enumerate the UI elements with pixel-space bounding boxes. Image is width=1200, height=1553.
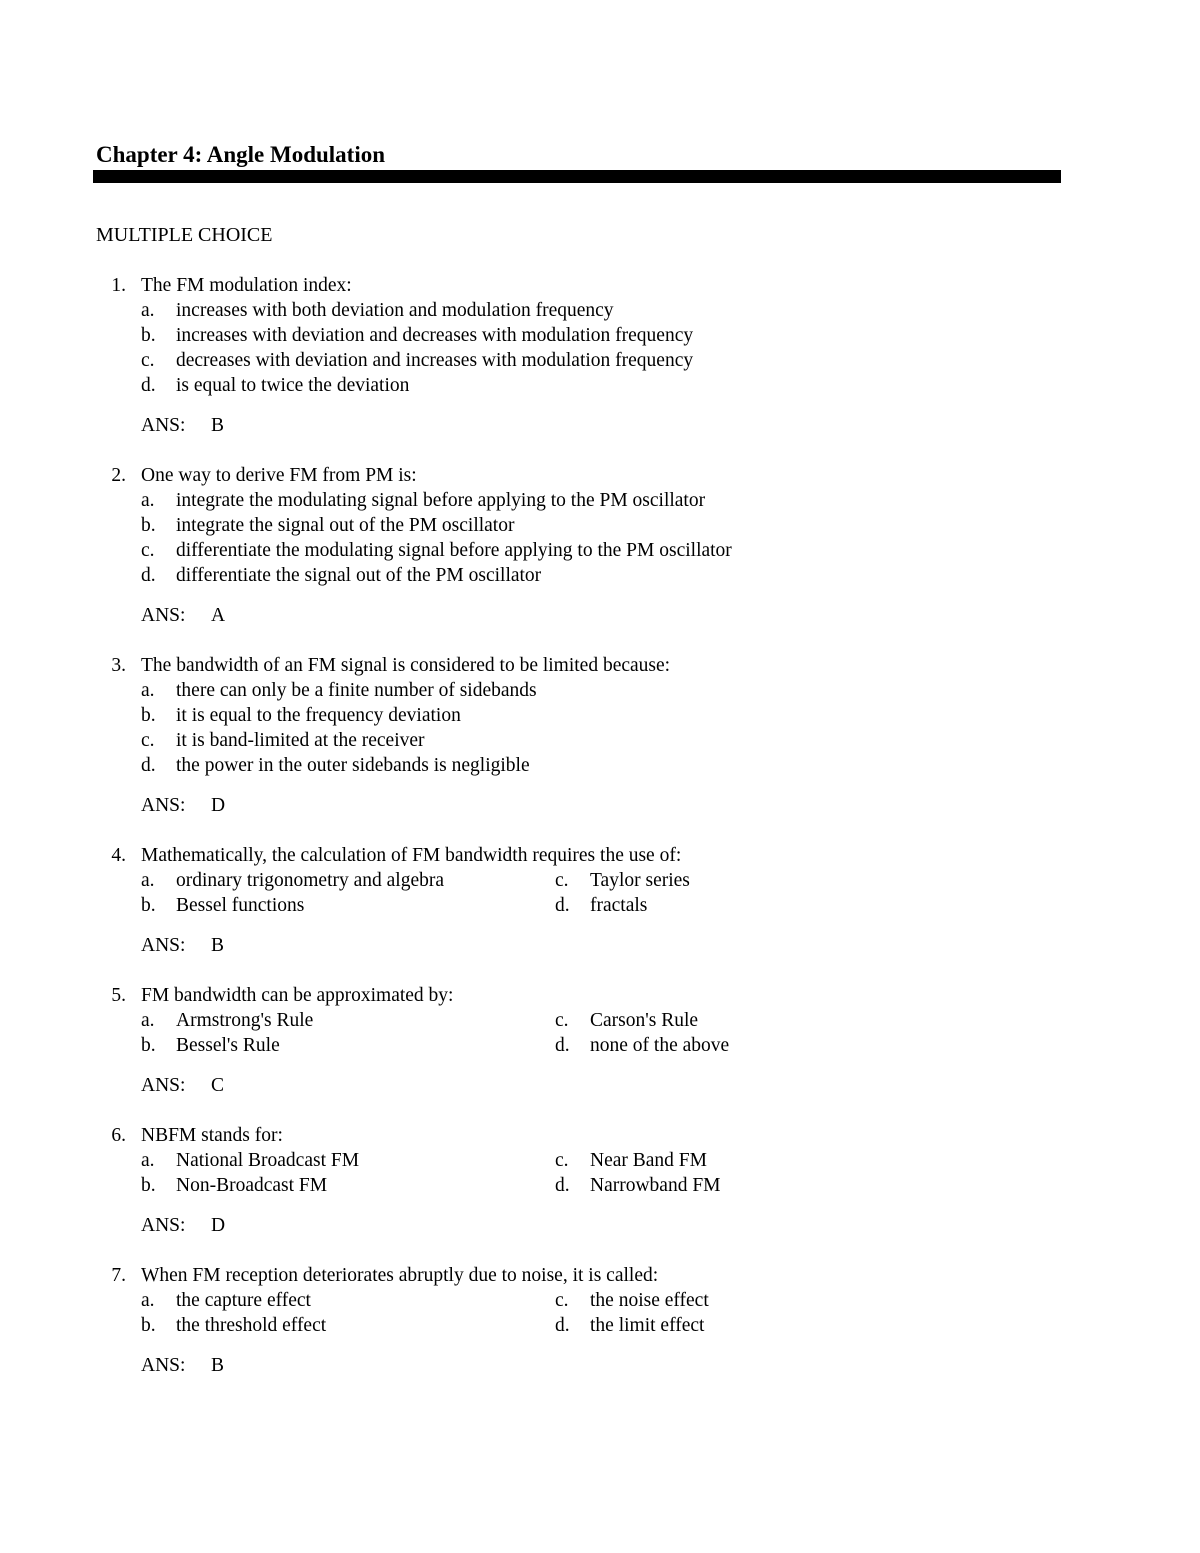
choice-text: Near Band FM (590, 1150, 707, 1171)
question-item (0, 653, 1200, 843)
choice-text: National Broadcast FM (176, 1150, 360, 1171)
question-number: 2. (111, 465, 126, 486)
choice-letter: b. (141, 705, 156, 726)
question-item (0, 1263, 1200, 1403)
answer-value: B (211, 1355, 225, 1376)
question-item (0, 1123, 1200, 1263)
choice-text: increases with both deviation and modulation frequency (176, 300, 614, 321)
choice-text: is equal to twice the deviation (176, 375, 410, 396)
choice-letter: c. (555, 870, 569, 891)
answer-value: B (211, 415, 225, 436)
choice-letter: a. (141, 490, 155, 511)
choice-letter: b. (141, 1315, 156, 1336)
choice-letter: b. (141, 1035, 156, 1056)
choice-text: the power in the outer sidebands is negligible (176, 755, 530, 776)
question-text: When FM reception deteriorates abruptly due to noise, it is called: (141, 1265, 659, 1286)
answer-label: ANS: (141, 795, 186, 816)
question-text: FM bandwidth can be approximated by: (141, 985, 454, 1006)
choice-text: decreases with deviation and increases with modulation frequency (176, 350, 694, 371)
choice-letter: a. (141, 1290, 155, 1311)
question-number: 4. (111, 845, 126, 866)
choice-letter: c. (555, 1010, 569, 1031)
answer-value: B (211, 935, 225, 956)
choice-text: the noise effect (590, 1290, 709, 1311)
choice-text: the capture effect (176, 1290, 311, 1311)
question-item (0, 273, 1200, 463)
choice-text: the limit effect (590, 1315, 705, 1336)
choice-text: ordinary trigonometry and algebra (176, 870, 445, 891)
answer-label: ANS: (141, 935, 186, 956)
choice-letter: d. (555, 1315, 570, 1336)
choice-letter: a. (141, 300, 155, 321)
answer-label: ANS: (141, 605, 186, 626)
choice-letter: d. (141, 565, 156, 586)
choice-text: none of the above (590, 1035, 730, 1056)
choice-letter: c. (555, 1150, 569, 1171)
question-text: One way to derive FM from PM is: (141, 465, 417, 486)
choice-letter: c. (141, 540, 155, 561)
chapter-title: Chapter 4: Angle Modulation (96, 142, 386, 167)
choice-letter: a. (141, 680, 155, 701)
choice-text: Bessel functions (176, 895, 305, 916)
choice-text: there can only be a finite number of sidebands (176, 680, 537, 701)
choice-letter: b. (141, 515, 156, 536)
choice-text: the threshold effect (176, 1315, 327, 1336)
choice-text: Taylor series (590, 870, 690, 891)
section-heading: MULTIPLE CHOICE (96, 224, 273, 246)
choice-text: integrate the modulating signal before applying to the PM oscillator (176, 490, 706, 511)
choice-text: it is band-limited at the receiver (176, 730, 425, 751)
choice-text: increases with deviation and decreases with modulation frequency (176, 325, 694, 346)
choice-letter: c. (141, 350, 155, 371)
choice-text: Bessel's Rule (176, 1035, 280, 1056)
choice-letter: b. (141, 325, 156, 346)
question-number: 6. (111, 1125, 126, 1146)
answer-value: D (211, 795, 226, 816)
answer-label: ANS: (141, 1355, 186, 1376)
answer-label: ANS: (141, 1215, 186, 1236)
choice-text: Carson's Rule (590, 1010, 699, 1031)
choice-letter: a. (141, 1150, 155, 1171)
choice-letter: c. (555, 1290, 569, 1311)
choice-letter: a. (141, 1010, 155, 1031)
choice-letter: d. (555, 895, 570, 916)
choice-letter: b. (141, 895, 156, 916)
choice-letter: d. (555, 1035, 570, 1056)
answer-label: ANS: (141, 415, 186, 436)
choice-text: fractals (590, 895, 648, 916)
question-number: 1. (111, 275, 126, 296)
title-rule (93, 170, 1061, 183)
choice-letter: d. (141, 375, 156, 396)
question-text: The bandwidth of an FM signal is considered to be limited because: (141, 655, 671, 676)
answer-value: A (211, 605, 226, 626)
choice-text: Narrowband FM (590, 1175, 721, 1196)
question-list (0, 273, 1200, 1403)
choice-letter: b. (141, 1175, 156, 1196)
choice-letter: d. (555, 1175, 570, 1196)
choice-text: Non-Broadcast FM (176, 1175, 328, 1196)
question-item (0, 463, 1200, 653)
question-text: NBFM stands for: (141, 1125, 283, 1146)
answer-value: D (211, 1215, 226, 1236)
question-item (0, 843, 1200, 983)
choice-text: differentiate the modulating signal before applying to the PM oscillator (176, 540, 732, 561)
choice-text: integrate the signal out of the PM oscillator (176, 515, 515, 536)
choice-letter: a. (141, 870, 155, 891)
choice-text: it is equal to the frequency deviation (176, 705, 461, 726)
choice-text: differentiate the signal out of the PM oscillator (176, 565, 542, 586)
question-number: 3. (111, 655, 126, 676)
question-number: 7. (111, 1265, 126, 1286)
choice-text: Armstrong's Rule (176, 1010, 314, 1031)
answer-label: ANS: (141, 1075, 186, 1096)
question-text: The FM modulation index: (141, 275, 352, 296)
question-item (0, 983, 1200, 1123)
choice-letter: c. (141, 730, 155, 751)
answer-value: C (211, 1075, 225, 1096)
choice-letter: d. (141, 755, 156, 776)
question-text: Mathematically, the calculation of FM bandwidth requires the use of: (141, 845, 682, 866)
question-number: 5. (111, 985, 126, 1006)
